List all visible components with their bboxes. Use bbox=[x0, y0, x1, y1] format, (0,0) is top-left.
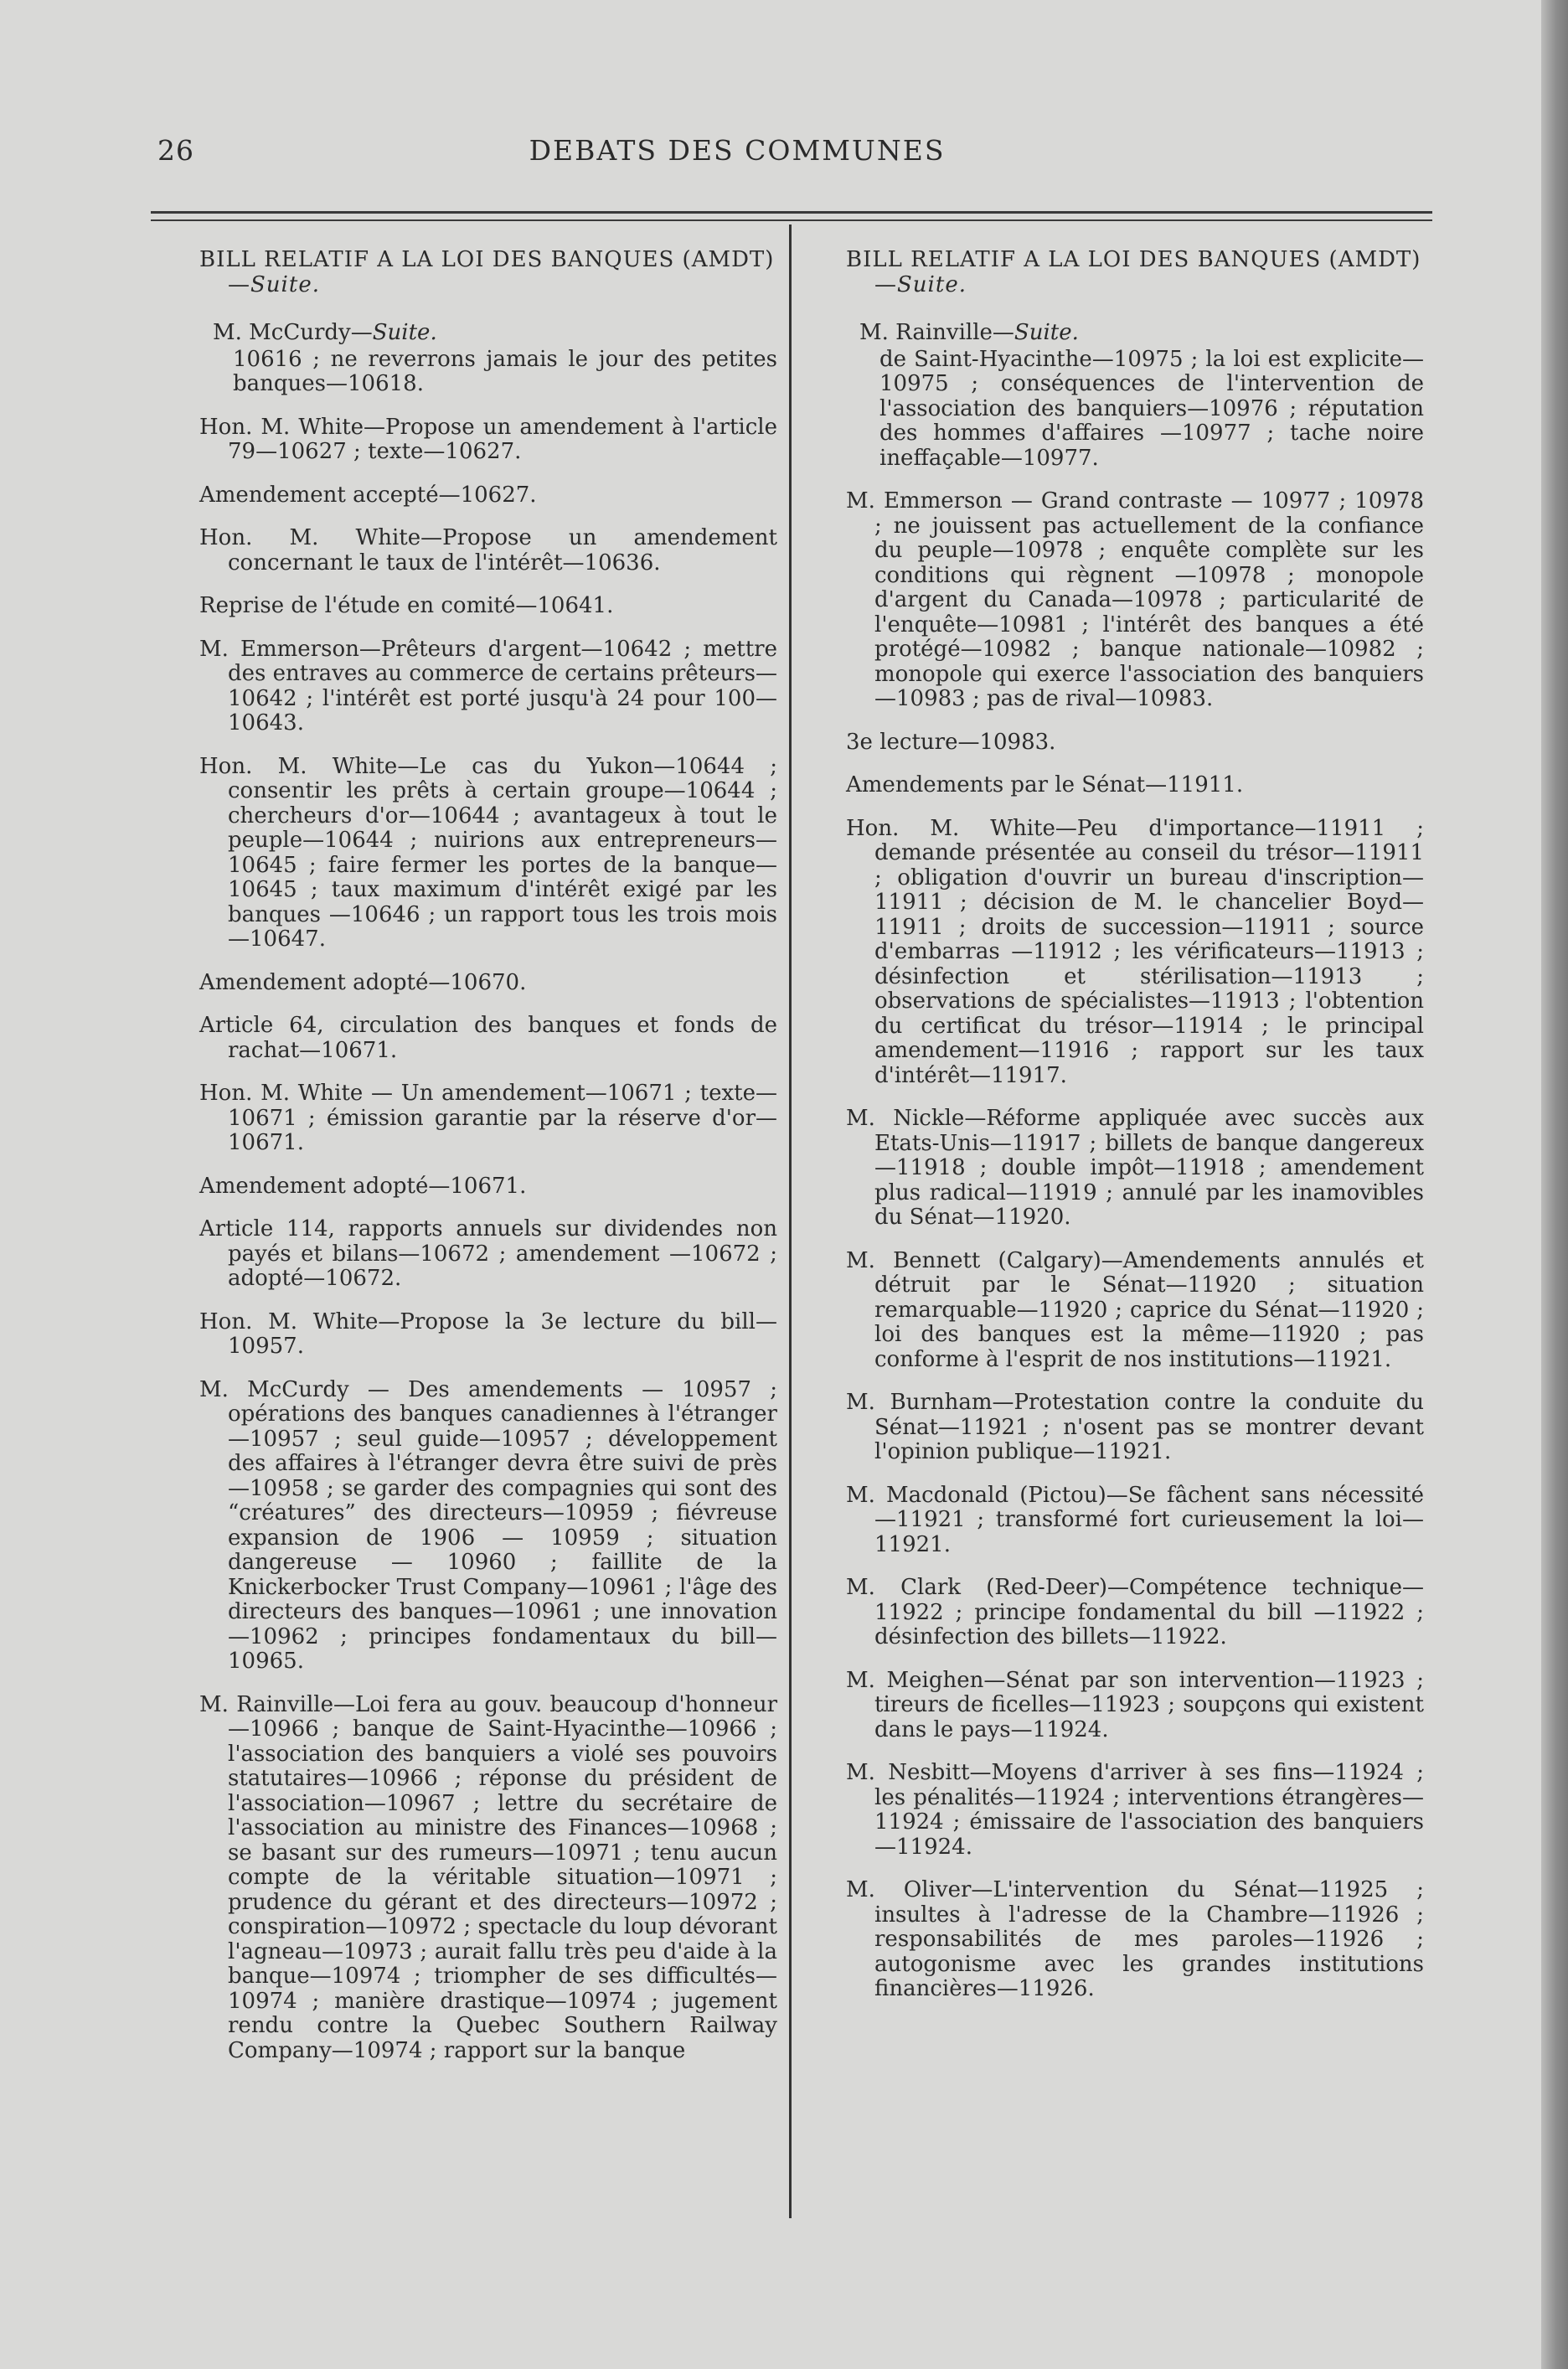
index-entry: Hon. M. White—Propose la 3e lecture du bill—10957. bbox=[199, 1308, 777, 1359]
index-entry: Amendements par le Sénat—11911. bbox=[846, 772, 1244, 797]
index-entry: M. McCurdy — Des amendements — 10957 ; opérations des banques canadiennes à l'étranger—10957 ; seul guide—10957 ; développement des affaires à l'étranger devra être suivi de près—10958 ; se garder des compagnies qui sont des “créatures” des directeurs—10959 ; fiévreuse expansion de 1906 — 10959 ; situation dangereuse — 10960 ; faillite de la Knickerbocker Trust Company—10961 ; l'âge des directeurs des banques—10961 ; une innovation—10962 ; principes fondamentaux du bill—10965. bbox=[199, 1376, 777, 1674]
index-entry: Reprise de l'étude en comité—10641. bbox=[199, 593, 614, 618]
left-speaker-suite: Suite. bbox=[372, 320, 437, 345]
left-heading-suite: Suite. bbox=[250, 271, 320, 297]
index-entry: M. Oliver—L'intervention du Sénat—11925 ; insultes à l'adresse de la Chambre—11926 ; responsabilités de mes paroles—11926 ; autogonisme avec les grandes institutions financières—11926. bbox=[846, 1877, 1424, 2001]
index-entry: M. Bennett (Calgary)—Amendements annulés et détruit par le Sénat—11920 ; situation remarquable—11920 ; caprice du Sénat—11920 ; loi des banques est la même—11920 ; pas conforme à l'esprit de nos institutions—11921. bbox=[846, 1247, 1424, 1372]
index-entry: M. Nesbitt—Moyens d'arriver à ses fins—11924 ; les pénalités—11924 ; interventions étrangères—11924 ; émissaire de l'association des banquiers—11924. bbox=[846, 1760, 1424, 1860]
index-entry: M. Nickle—Réforme appliquée avec succès aux Etats-Unis—11917 ; billets de banque dangereux—11918 ; double impôt—11918 ; amendement plus radical—11919 ; annulé par les inamovibles du Sénat—11920. bbox=[846, 1106, 1424, 1230]
index-entry: Hon. M. White—Propose un amendement concernant le taux de l'intérêt—10636. bbox=[199, 525, 777, 575]
index-entry: M. Rainville—Loi fera au gouv. beaucoup d'honneur—10966 ; banque de Saint-Hyacinthe—10966 ; l'association des banquiers a violé ses pouvoirs statutaires—10966 ; réponse du président de l'association—10967 ; lettre du secrétaire de l'association au ministre des Finances—10968 ; se basant sur des rumeurs—10971 ; tenu aucun compte de la véritable situation—10971 ; prudence du gérant et des directeurs—10972 ; conspiration—10972 ; spectacle du loup dévorant l'agneau—10973 ; aurait fallu très peu d'aide à la banque—10974 ; triompher de ses difficultés—10974 ; manière drastique—10974 ; jugement rendu contre la Quebec Southern Railway Company—10974 ; rapport sur la banque bbox=[199, 1691, 777, 2063]
page-header bbox=[0, 134, 1551, 176]
index-entry: M. Emmerson — Grand contraste — 10977 ; 10978 ; ne jouissent pas actuellement de la confiance du peuple—10978 ; enquête complète sur les conditions qui règnent —10978 ; monopole d'argent du Canada—10978 ; particularité de l'enquête—10981 ; l'intérêt des banques a été protégé—10982 ; banque nationale—10982 ; monopole qui exerce l'association des banquiers—10983 ; pas de rival—10983. bbox=[846, 488, 1424, 711]
header-rule-top bbox=[151, 211, 1432, 214]
right-heading-text: BILL RELATIF A LA LOI DES BANQUES (AMDT)— bbox=[846, 247, 1421, 297]
right-speaker bbox=[859, 321, 1424, 346]
index-entry: 3e lecture—10983. bbox=[846, 729, 1056, 755]
left-section-heading bbox=[199, 248, 777, 297]
index-entry: de Saint-Hyacinthe—10975 ; la loi est explicite—10975 ; conséquences de l'intervention de l'association des banquiers—10976 ; réputation des hommes d'affaires —10977 ; tache noire ineffaçable—10977. bbox=[879, 346, 1424, 471]
left-speaker bbox=[213, 321, 777, 346]
index-entry: M. Meighen—Sénat par son intervention—11923 ; tireurs de ficelles—11923 ; soupçons qui existent dans le pays—11924. bbox=[846, 1667, 1424, 1742]
index-entry: Amendement accepté—10627. bbox=[199, 482, 537, 508]
index-entry: Amendement adopté—10670. bbox=[199, 969, 527, 995]
column-divider bbox=[789, 225, 792, 2218]
index-entry: Article 114, rapports annuels sur dividendes non payés et bilans—10672 ; amendement —10672 ; adopté—10672. bbox=[199, 1216, 777, 1291]
page-number: 26 bbox=[157, 134, 194, 167]
index-entry: M. Emmerson—Prêteurs d'argent—10642 ; mettre des entraves au commerce de certains prêteurs—10642 ; l'intérêt est porté jusqu'à 24 pour 100—10643. bbox=[199, 636, 777, 735]
index-entry: M. Macdonald (Pictou)—Se fâchent sans nécessité—11921 ; transformé fort curieusement la loi—11921. bbox=[846, 1482, 1424, 1557]
left-column bbox=[199, 248, 777, 2082]
index-entry: 10616 ; ne reverrons jamais le jour des petites banques—10618. bbox=[233, 346, 777, 396]
index-entry: Amendement adopté—10671. bbox=[199, 1173, 527, 1199]
right-heading-suite: Suite. bbox=[897, 271, 967, 297]
index-entry: Hon. M. White—Le cas du Yukon—10644 ; consentir les prêts à certain groupe—10644 ; chercheurs d'or—10644 ; avantageux à tout le peuple—10644 ; nuirions aux entrepreneurs—10645 ; faire fermer les portes de la banque—10645 ; taux maximum d'intérêt exigé par les banques —10646 ; un rapport tous les trois mois —10647. bbox=[199, 753, 777, 952]
right-column bbox=[846, 248, 1424, 2021]
left-speaker-name: M. McCurdy— bbox=[213, 320, 373, 345]
index-entry: Hon. M. White — Un amendement—10671 ; texte—10671 ; émission garantie par la réserve d'or—10671. bbox=[199, 1081, 777, 1155]
index-entry: Hon. M. White—Peu d'importance—11911 ; demande présentée au conseil du trésor—11911 ; obligation d'ouvrir un bureau d'inscription—11911 ; décision de M. le chancelier Boyd—11911 ; droits de succession—11911 ; source d'embarras —11912 ; les vérificateurs—11913 ; désinfection et stérilisation—11913 ; observations de spécialistes—11913 ; l'obtention du certificat du trésor—11914 ; le principal amendement—11916 ; rapport sur les taux d'intérêt—11917. bbox=[846, 815, 1424, 1088]
right-speaker-name: M. Rainville— bbox=[859, 320, 1014, 345]
running-title: DEBATS DES COMMUNES bbox=[529, 134, 946, 167]
index-entry: Article 64, circulation des banques et fonds de rachat—10671. bbox=[199, 1013, 777, 1063]
right-section-heading bbox=[846, 248, 1424, 297]
right-speaker-suite: Suite. bbox=[1014, 320, 1079, 345]
index-entry: M. Burnham—Protestation contre la conduite du Sénat—11921 ; n'osent pas se montrer devant l'opinion publique—11921. bbox=[846, 1390, 1424, 1464]
index-entry: M. Clark (Red-Deer)—Compétence technique—11922 ; principe fondamental du bill —11922 ; désinfection des billets—11922. bbox=[846, 1575, 1424, 1649]
left-heading-text: BILL RELATIF A LA LOI DES BANQUES (AMDT)— bbox=[199, 247, 775, 297]
page-edge-shadow bbox=[1541, 0, 1568, 2369]
header-rule-bottom bbox=[151, 219, 1432, 221]
index-entry: Hon. M. White—Propose un amendement à l'article 79—10627 ; texte—10627. bbox=[199, 414, 777, 464]
